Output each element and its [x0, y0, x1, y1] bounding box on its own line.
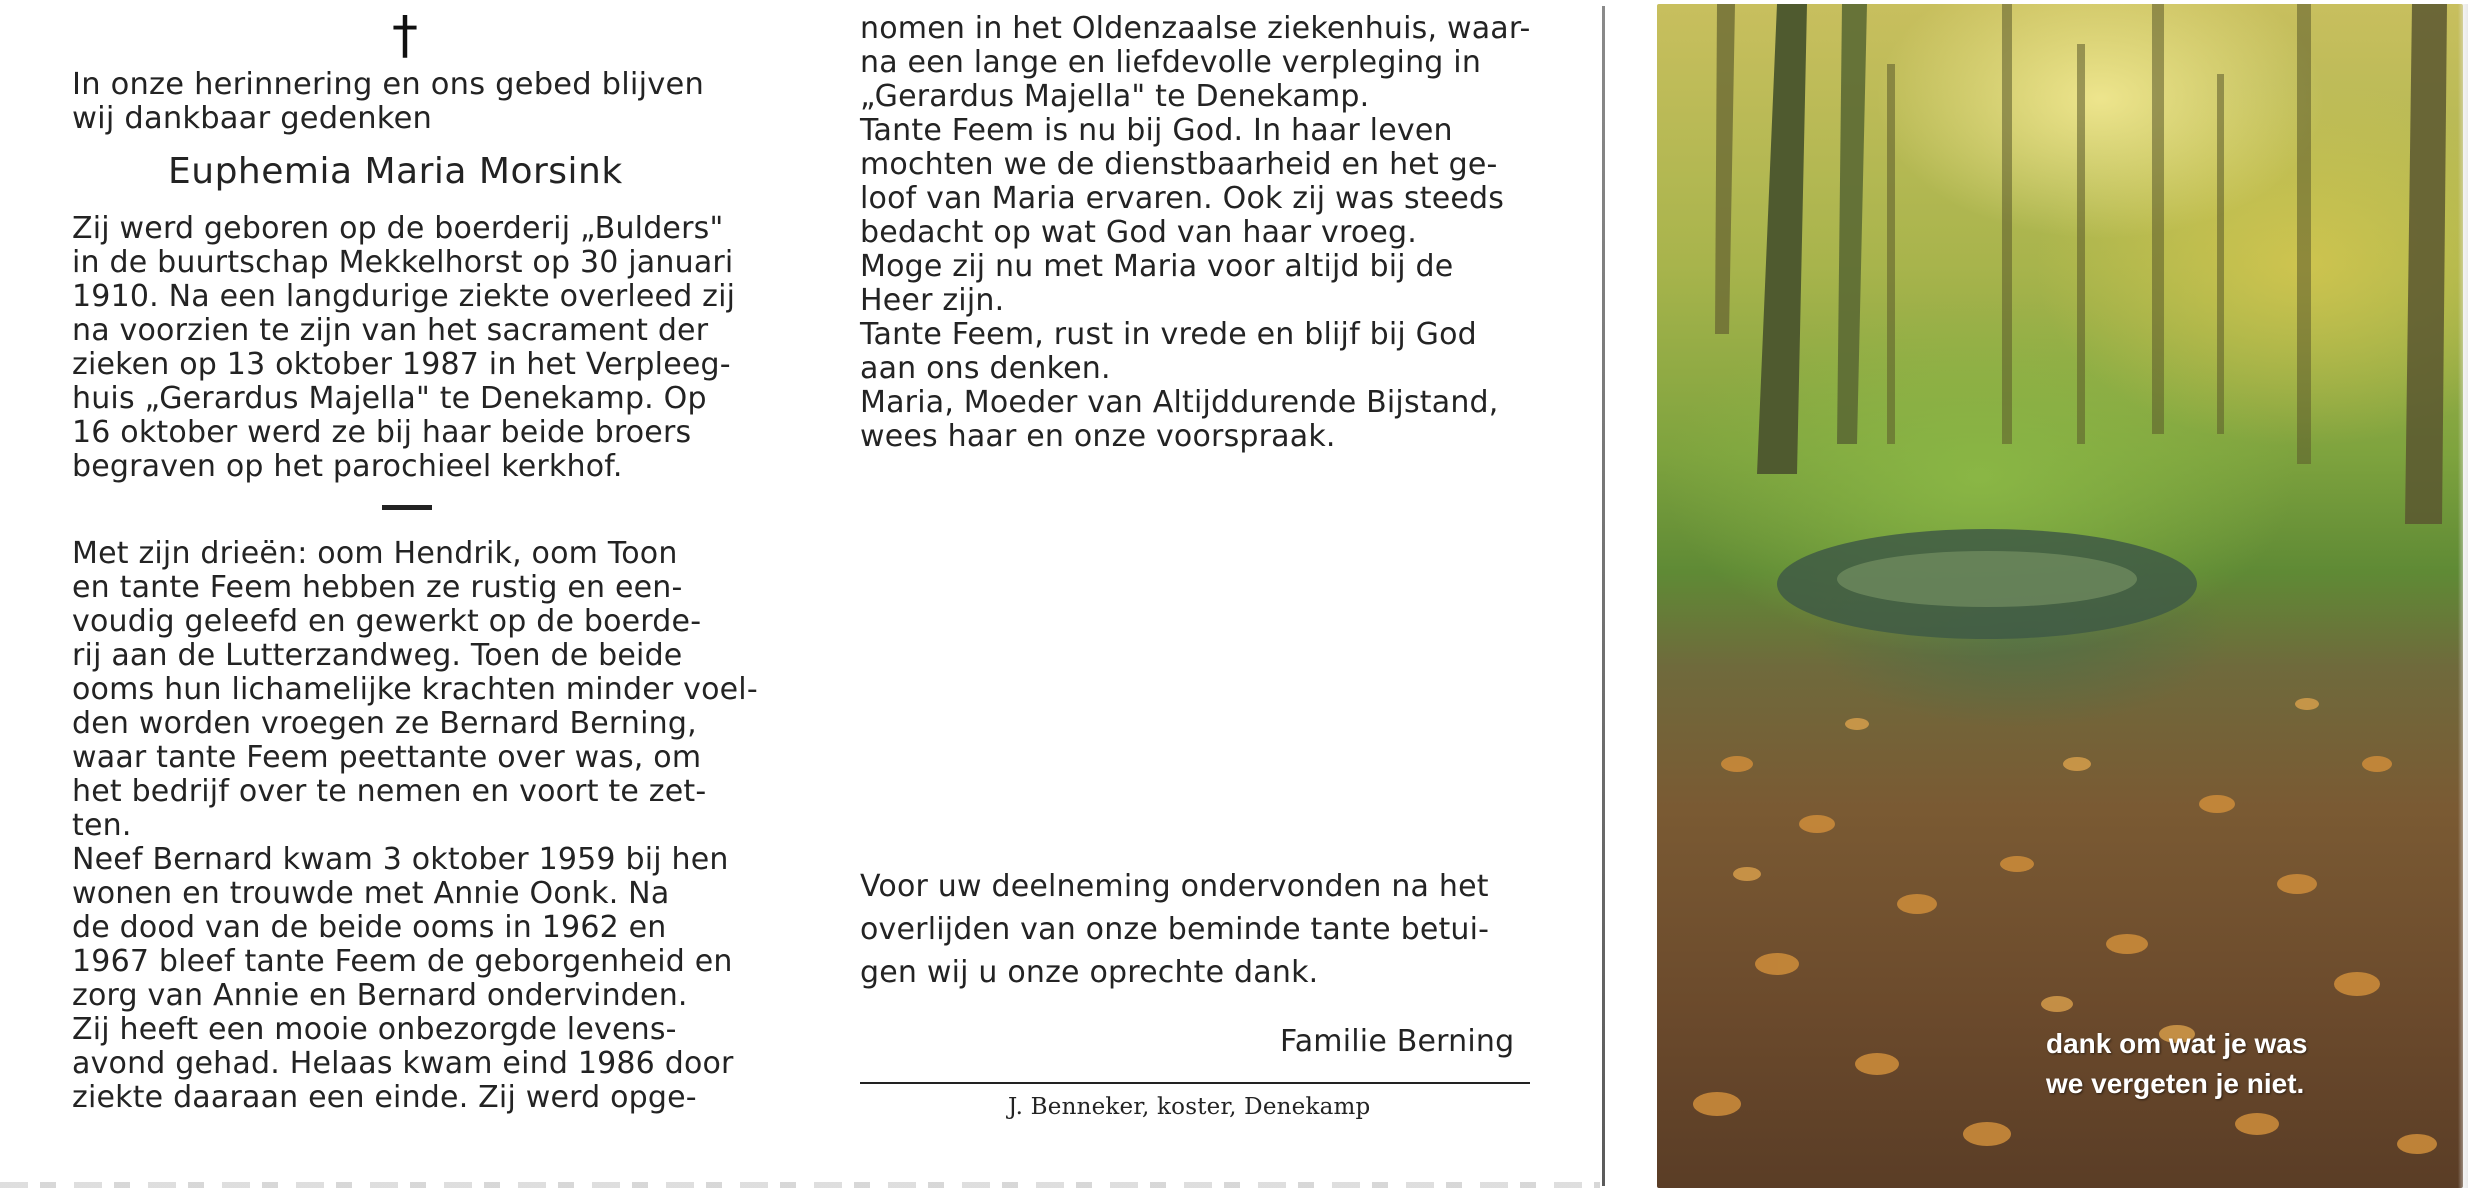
continued-line: na een lange en liefdevolle verpleging in [860, 45, 1482, 80]
scan-edge [0, 1182, 1600, 1188]
continued-line: Heer zijn. [860, 283, 1005, 318]
story-line: den worden vroegen ze Bernard Berning, [72, 706, 697, 741]
deceased-name: Euphemia Maria Morsink [168, 151, 623, 192]
continued-line: Tante Feem is nu bij God. In haar leven [860, 113, 1453, 148]
story-line: voudig geleefd en gewerkt op de boerde- [72, 604, 702, 639]
thanks-line: gen wij u onze oprechte dank. [860, 955, 1319, 990]
continued-line: Tante Feem, rust in vrede en blijf bij God [860, 317, 1477, 352]
forest-photo [1657, 4, 2463, 1188]
thanks-line: overlijden van onze beminde tante betui- [860, 912, 1490, 947]
card-fold-line [1602, 6, 1605, 1186]
story-line: en tante Feem hebben ze rustig en een- [72, 570, 683, 605]
left-text-panel [0, 0, 800, 1190]
continued-line: aan ons denken. [860, 351, 1111, 386]
bio-line: Zij werd geboren op de boerderij „Bulders" [72, 211, 724, 246]
story-line: zorg van Annie en Bernard ondervinden. [72, 978, 688, 1013]
printer-credit: J. Benneker, koster, Denekamp [1008, 1094, 1371, 1120]
bio-line: 1910. Na een langdurige ziekte overleed zij [72, 279, 736, 314]
continued-line: loof van Maria ervaren. Ook zij was steeds [860, 181, 1505, 216]
story-line: avond gehad. Helaas kwam eind 1986 door [72, 1046, 734, 1081]
bio-line: begraven op het parochieel kerkhof. [72, 449, 623, 484]
story-line: Neef Bernard kwam 3 oktober 1959 bij hen [72, 842, 729, 877]
family-signature: Familie Berning [1280, 1024, 1515, 1059]
story-line: ten. [72, 808, 132, 843]
story-line: rij aan de Lutterzandweg. Toen de beide [72, 638, 683, 673]
story-line: ooms hun lichamelijke krachten minder voel- [72, 672, 758, 707]
story-line: Zij heeft een mooie onbezorgde levens- [72, 1012, 677, 1047]
middle-text-panel [800, 0, 1610, 1190]
forest-illustration [1657, 4, 2463, 1188]
thanks-line: Voor uw deelneming ondervonden na het [860, 869, 1489, 904]
continued-line: Maria, Moeder van Altijddurende Bijstand, [860, 385, 1499, 420]
bio-line: 16 oktober werd ze bij haar beide broers [72, 415, 692, 450]
intro-line-1: In onze herinnering en ons gebed blijven [72, 67, 705, 102]
continued-line: wees haar en onze voorspraak. [860, 419, 1336, 454]
bio-line: in de buurtschap Mekkelhorst op 30 januari [72, 245, 734, 280]
story-line: Met zijn drieën: oom Hendrik, oom Toon [72, 536, 678, 571]
story-line: 1967 bleef tante Feem de geborgenheid en [72, 944, 733, 979]
section-divider [382, 505, 432, 510]
continued-line: bedacht op wat God van haar vroeg. [860, 215, 1418, 250]
story-line: wonen en trouwde met Annie Oonk. Na [72, 876, 670, 911]
continued-line: „Gerardus Majella" te Denekamp. [860, 79, 1370, 114]
story-line: de dood van de beide ooms in 1962 en [72, 910, 667, 945]
photo-caption [2046, 1024, 2307, 1104]
continued-line: nomen in het Oldenzaalse ziekenhuis, waar- [860, 11, 1531, 46]
story-line: waar tante Feem peettante over was, om [72, 740, 702, 775]
caption-line-2: we vergeten je niet. [2046, 1068, 2305, 1099]
footer-rule [860, 1082, 1530, 1084]
story-line: het bedrijf over te nemen en voort te zet- [72, 774, 707, 809]
cross-symbol: † [392, 6, 418, 66]
bio-line: huis „Gerardus Majella" te Denekamp. Op [72, 381, 707, 416]
continued-line: Moge zij nu met Maria voor altijd bij de [860, 249, 1454, 284]
caption-line-1: dank om wat je was [2046, 1028, 2308, 1059]
story-line: ziekte daaraan een einde. Zij werd opge- [72, 1080, 697, 1115]
bio-line: na voorzien te zijn van het sacrament der [72, 313, 709, 348]
card-edge-shadow [2458, 4, 2468, 1188]
bio-line: zieken op 13 oktober 1987 in het Verpleeg- [72, 347, 731, 382]
continued-line: mochten we de dienstbaarheid en het ge- [860, 147, 1498, 182]
intro-line-2: wij dankbaar gedenken [72, 101, 433, 136]
